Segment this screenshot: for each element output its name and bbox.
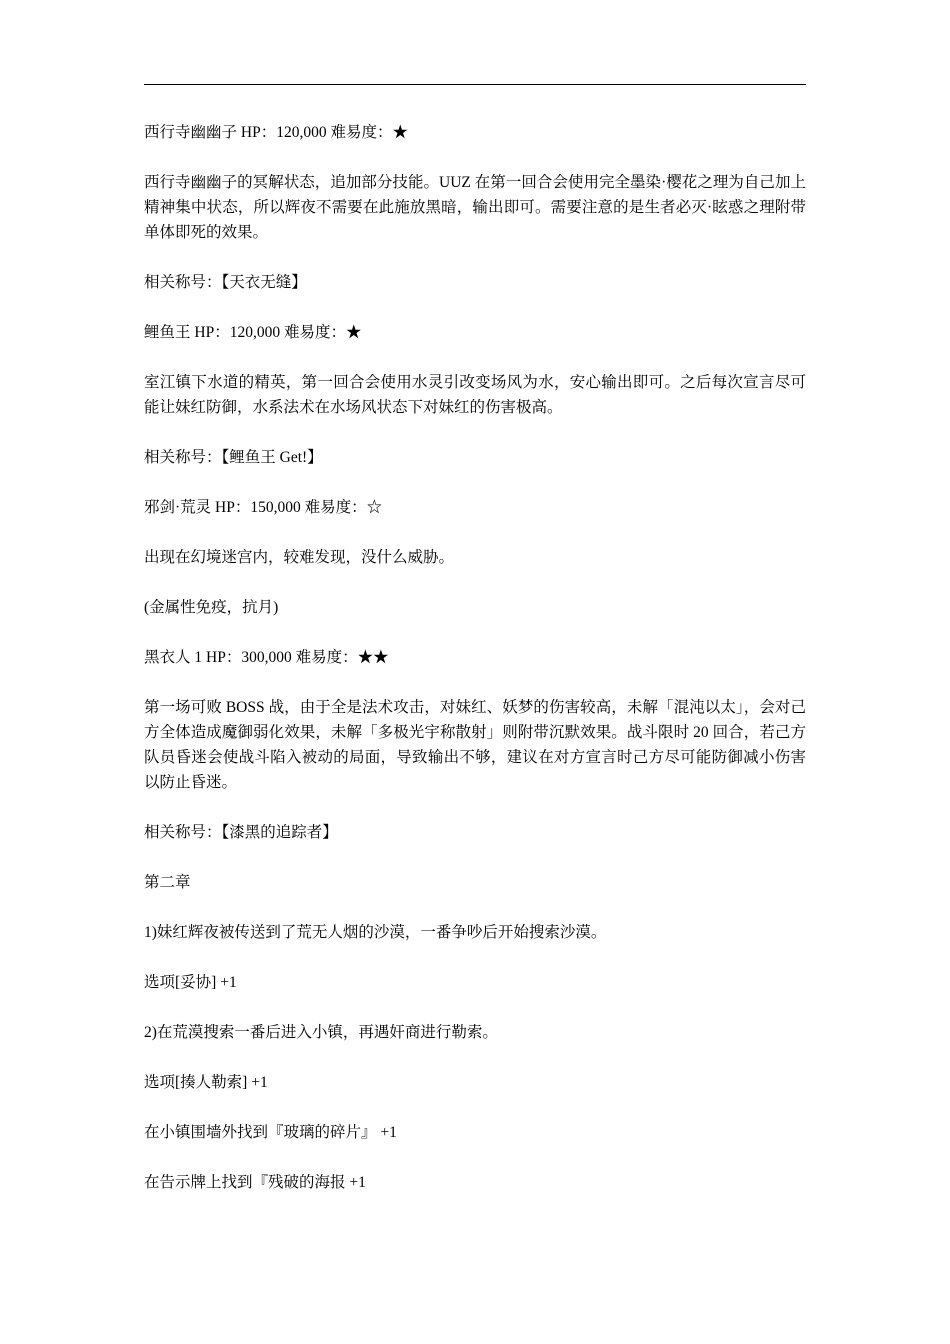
boss-entry-man-in-black-description: 第一场可败 BOSS 战，由于全是法术攻击，对妹红、妖梦的伤害较高，未解「混沌以太」，会对己方全体造成魔御弱化效果，未解「多极光宇称散射」则附带沉默效果。战斗限时 20 回合，若己方队员昏迷会使战斗陷入被动的局面，导致输出不够，建议在对方宣言时己方尽可能防御减小伤害以防止昏迷。 bbox=[144, 699, 806, 791]
walkthrough-step-2: 2)在荒漠搜索一番后进入小镇，再遇奸商进行勒索。 bbox=[144, 1024, 498, 1041]
boss-entry-yuyuko-description: 西行寺幽幽子的冥解状态，追加部分技能。UUZ 在第一回合会使用完全墨染·樱花之理为自己加上精神集中状态，所以辉夜不需要在此施放黑暗，输出即可。需要注意的是生者必灭·眩惑之理附带单体即死的效果。 bbox=[144, 174, 806, 241]
chapter-heading: 第二章 bbox=[144, 874, 191, 891]
walkthrough-step-1: 1)妹红辉夜被传送到了荒无人烟的沙漠，一番争吵后开始搜索沙漠。 bbox=[144, 924, 607, 941]
choice-option-1: 选项[妥协] +1 bbox=[144, 974, 237, 991]
title-reward-yuyuko: 相关称号：【天衣无缝】 bbox=[144, 274, 307, 291]
title-reward-man-in-black: 相关称号：【漆黑的追踪者】 bbox=[144, 824, 338, 841]
boss-entry-magikarp-description: 室江镇下水道的精英，第一回合会使用水灵引改变场风为水，安心输出即可。之后每次宣言尽可能让妹红防御，水系法术在水场风状态下对妹红的伤害极高。 bbox=[144, 374, 806, 416]
boss-entry-evil-sword-heading: 邪剑·荒灵 HP：150,000 难易度：☆ bbox=[144, 499, 383, 516]
item-find-glass-shard: 在小镇围墙外找到『玻璃的碎片』 +1 bbox=[144, 1124, 397, 1141]
boss-entry-evil-sword-description: 出现在幻境迷宫内，较难发现，没什么威胁。 bbox=[144, 549, 455, 566]
item-find-torn-poster: 在告示牌上找到『残破的海报 +1 bbox=[144, 1174, 366, 1191]
boss-entry-evil-sword-resistances: (金属性免疫，抗月) bbox=[144, 599, 279, 616]
document-body bbox=[144, 120, 806, 1220]
boss-entry-yuyuko-heading: 西行寺幽幽子 HP：120,000 难易度：★ bbox=[144, 124, 408, 141]
header-rule bbox=[144, 84, 806, 85]
choice-option-2: 选项[揍人勒索] +1 bbox=[144, 1074, 268, 1091]
boss-entry-magikarp-heading: 鲤鱼王 HP：120,000 难易度：★ bbox=[144, 324, 362, 341]
title-reward-magikarp: 相关称号：【鲤鱼王 Get!】 bbox=[144, 449, 323, 466]
boss-entry-man-in-black-heading: 黑衣人 1 HP：300,000 难易度：★★ bbox=[144, 649, 389, 666]
